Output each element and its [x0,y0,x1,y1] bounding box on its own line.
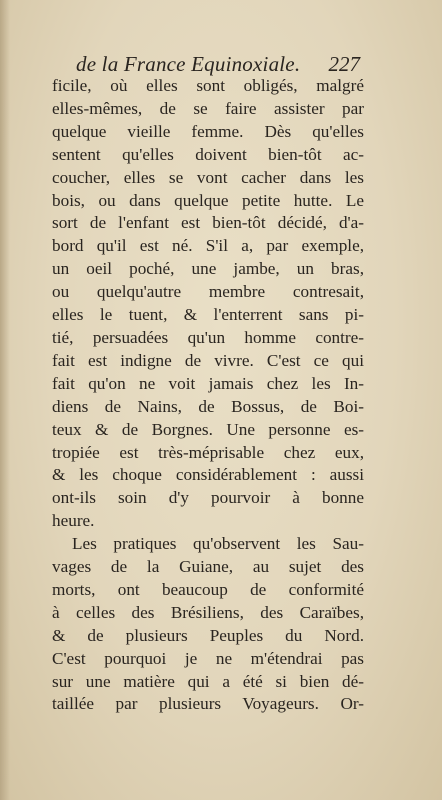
body-text [52,75,364,716]
text-line: ont-ils soin d'y pourvoir à bonne [52,488,364,508]
text-line: quelque vieille femme. Dès qu'elles [52,121,364,141]
page-gutter-shadow [0,0,10,800]
text-line: coucher, elles se vont cacher dans les [52,167,364,187]
text-line: morts, ont beaucoup de conformité [52,579,364,599]
text-line: fait est indigne de vivre. C'est ce qui [52,350,364,370]
text-line: sentent qu'elles doivent bien-tôt ac- [52,144,364,164]
text-line: bois, ou dans quelque petite hutte. Le [52,190,364,210]
text-line: tié, persuadées qu'un homme contre- [52,327,364,347]
text-line: fait qu'on ne voit jamais chez les In- [52,373,364,393]
text-line: elles le tuent, & l'enterrent sans pi- [52,305,364,325]
text-line: elles-mêmes, de se faire assister par [52,98,364,118]
text-line: sur une matière qui a été si bien dé- [52,671,364,691]
paragraph-2 [52,533,364,716]
text-line: bord qu'il est né. S'il a, par exemple, [52,236,364,256]
text-line: un oeil poché, une jambe, un bras, [52,259,364,279]
paragraph-1 [52,75,364,533]
text-line: & de plusieurs Peuples du Nord. [52,625,364,645]
running-title: de la France Equinoxiale. [76,52,301,76]
text-line: sort de l'enfant est bien-tôt décidé, d'a- [52,213,364,233]
text-line: & les choque considérablement : aussi [52,465,364,485]
text-line: heure. [52,511,95,531]
text-line: à celles des Brésiliens, des Caraïbes, [52,602,364,622]
text-line: vages de la Guiane, au sujet des [52,557,364,577]
text-line: teux & de Borgnes. Une personne es- [52,419,364,439]
text-line: Les pratiques qu'observent les Sau- [72,534,364,554]
text-line: C'est pourquoi je ne m'étendrai pas [52,648,364,668]
text-line: ou quelqu'autre membre contresait, [52,282,364,302]
text-line: tropiée est très-méprisable chez eux, [52,442,364,462]
text-line: diens de Nains, de Bossus, de Boi- [52,396,364,416]
text-line: ficile, où elles sont obligés, malgré [52,76,364,95]
page-number: 227 [328,52,360,76]
text-line: taillée par plusieurs Voyageurs. Or- [52,694,364,714]
